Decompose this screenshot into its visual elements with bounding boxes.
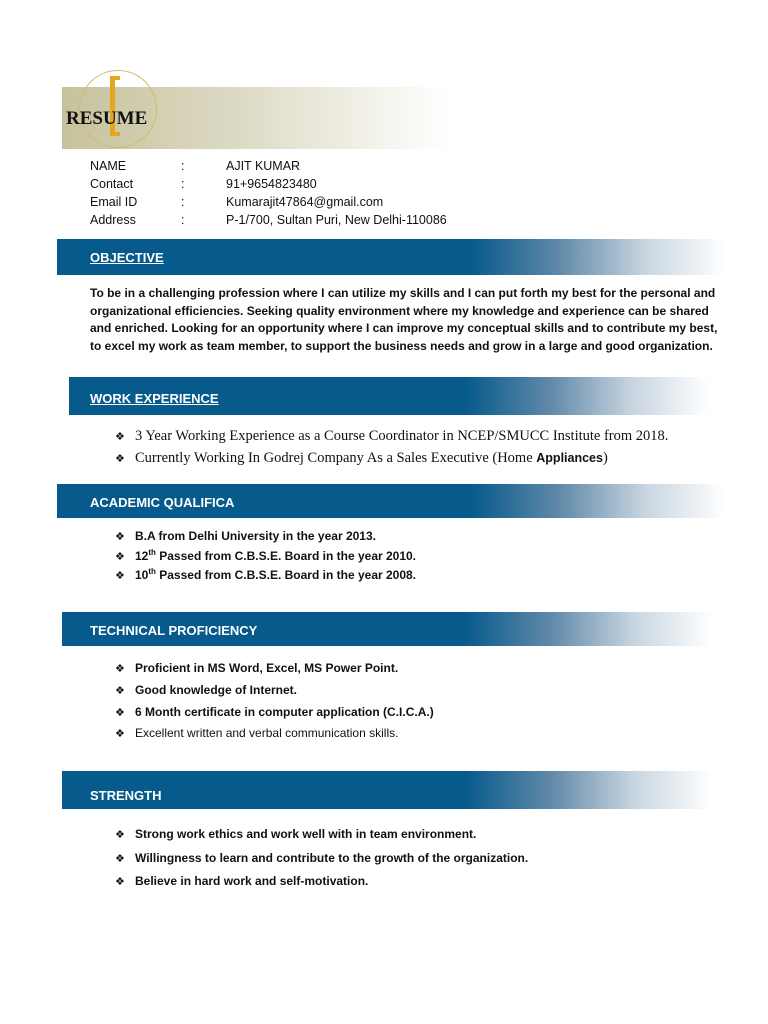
list-item-text-tail: Appliances (536, 451, 603, 465)
list-item (115, 661, 398, 675)
info-label: Contact (90, 177, 134, 191)
list-item-text: Believe in hard work and self-motivation. (135, 874, 369, 888)
list-item-text: 10 (135, 568, 149, 582)
section-header-work-experience (69, 377, 709, 415)
info-label: Email ID (90, 195, 138, 209)
section-header-objective (57, 239, 725, 275)
list-item-text: Passed from C.B.S.E. Board in the year 2008. (155, 568, 417, 582)
section-header-academic (57, 484, 725, 518)
list-item (115, 529, 376, 543)
list-item-text: Passed from C.B.S.E. Board in the year 2010. (155, 549, 417, 563)
bullet-diamond-icon: ❖ (115, 452, 125, 465)
info-label: Address (90, 213, 136, 227)
section-header-strength (62, 771, 712, 809)
list-item-text-close: ) (602, 450, 608, 466)
list-item-text: Willingness to learn and contribute to the growth of the organization. (135, 851, 529, 865)
list-item-text: Proficient in MS Word, Excel, MS Power Point. (135, 661, 399, 675)
list-item (115, 874, 368, 888)
section-header-technical (62, 612, 712, 646)
list-item-text: 12 (135, 549, 149, 563)
list-item-text: 3 Year Working Experience as a Course Coordinator in NCEP/SMUCC Institute from 2018. (135, 428, 669, 444)
info-separator: : (181, 213, 185, 227)
superscript: th (148, 548, 156, 557)
list-item (115, 827, 476, 841)
list-item-text: B.A from Delhi University in the year 2013. (135, 529, 376, 543)
bullet-diamond-icon: ❖ (115, 685, 125, 697)
list-item (115, 851, 528, 865)
info-separator: : (181, 195, 185, 209)
resume-title: RESUME (66, 108, 148, 129)
bullet-diamond-icon: ❖ (115, 853, 125, 865)
bullet-diamond-icon: ❖ (115, 728, 125, 740)
section-title-strength: STRENGTH (90, 788, 162, 803)
bullet-diamond-icon: ❖ (115, 430, 125, 443)
section-title-objective: OBJECTIVE (90, 250, 164, 265)
list-item-text: Good knowledge of Internet. (135, 683, 297, 697)
list-item (115, 726, 398, 740)
section-title-work-experience: WORK EXPERIENCE (90, 391, 219, 406)
bullet-diamond-icon: ❖ (115, 531, 125, 543)
list-item (115, 549, 416, 563)
info-separator: : (181, 159, 185, 173)
list-item (115, 705, 434, 719)
info-value: P-1/700, Sultan Puri, New Delhi-110086 (226, 213, 447, 227)
list-item-text: 6 Month certificate in computer application (C.I.C.A.) (135, 705, 434, 719)
info-label: NAME (90, 159, 127, 173)
list-item-text: Currently Working In Godrej Company As a Sales Executive (Home (135, 450, 537, 466)
list-item (115, 568, 416, 582)
info-separator: : (181, 177, 185, 191)
bullet-diamond-icon: ❖ (115, 570, 125, 582)
bullet-diamond-icon: ❖ (115, 829, 125, 841)
info-value: AJIT KUMAR (226, 159, 301, 173)
list-item-text: Excellent written and verbal communication skills. (135, 726, 399, 740)
objective-text: To be in a challenging profession where I can utilize my skills and I can put forth my best for the personal and organizational efficiencies. Seeking quality environment where my knowledge and experience can be shared and enriched. Looking for an opportunity where I can improve my conceptual skills and to contribute my best, to excel my work as team member, to support the business needs and grow in a large and good organization. (90, 286, 718, 353)
list-item (115, 428, 668, 445)
info-value: 91+9654823480 (226, 177, 317, 191)
section-title-academic: ACADEMIC QUALIFICA (90, 495, 235, 510)
bullet-diamond-icon: ❖ (115, 876, 125, 888)
bullet-diamond-icon: ❖ (115, 663, 125, 675)
list-item (115, 683, 297, 697)
info-value: Kumarajit47864@gmail.com (226, 195, 384, 209)
bullet-diamond-icon: ❖ (115, 707, 125, 719)
section-title-technical: TECHNICAL PROFICIENCY (90, 623, 258, 638)
list-item-text: Strong work ethics and work well with in team environment. (135, 827, 477, 841)
list-item (115, 450, 608, 467)
superscript: th (148, 567, 156, 576)
bullet-diamond-icon: ❖ (115, 551, 125, 563)
